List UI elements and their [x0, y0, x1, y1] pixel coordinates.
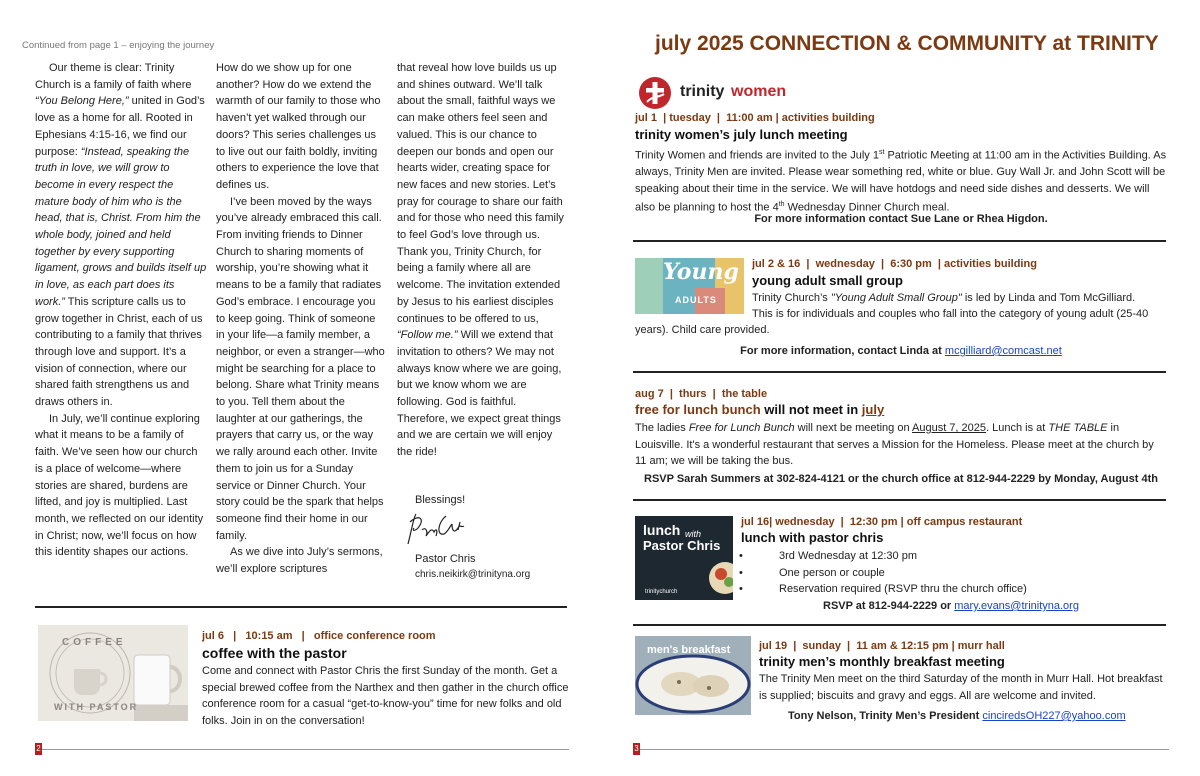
lunch-image-text: lunch [643, 522, 681, 538]
section-divider [633, 240, 1166, 242]
text-run: Patriotic Meeting at 11:00 am in the Activities Building. As always, Trinity Men are invited. Please wear something red, white or blue. Guy Wall Jr. and John Scott will be speaking about their time in the service. We will have hotdogs and need side dishes and desserts. We will also be planning to host the 4 [635, 149, 1167, 214]
col3-paragraph-2 [397, 244, 567, 461]
lunch-bunch-event-title [635, 402, 884, 419]
col1-paragraph-1 [35, 60, 207, 411]
lunch-chris-event-meta: jul 16| wednesday | 12:30 pm | off campus restaurant [741, 516, 1023, 528]
mens-breakfast-contact [788, 708, 1126, 725]
text-run: free for lunch bunch [635, 402, 761, 417]
lunch-bunch-event-meta: aug 7 | thurs | the table [635, 388, 768, 400]
text-run: Wednesday Dinner Church meal. [784, 201, 950, 214]
text-run: Thank you, Trinity Church, for being a family where all are welcome. The invitation extended by Jesus to his earliest disciples continues to be offered to us, [397, 245, 561, 325]
women-event-contact: For more information contact Sue Lane or Rhea Higdon. [754, 213, 1048, 225]
text-run: . Lunch is at [986, 422, 1049, 434]
coffee-with-pastor-image [38, 625, 188, 721]
young-adults-email-link[interactable]: mcgilliard@comcast.net [944, 345, 1062, 357]
section-divider [633, 371, 1166, 373]
text-run: united in God’s love as a home for all. Rooted in Ephesians 4:15-16, we find our purpose: [35, 95, 205, 158]
mens-breakfast-event-title: trinity men’s monthly breakfast meeting [759, 654, 1005, 669]
text-run: Our theme is clear: Trinity Church is a family of faith where [35, 62, 192, 91]
text-run: For more information, contact Linda at [740, 345, 945, 357]
superscript: st [878, 149, 885, 156]
mens-breakfast-image-text: men's breakfast [647, 644, 731, 656]
continued-note: Continued from page 1 – enjoying the journey [22, 40, 215, 51]
col2-paragraph-2: I’ve been moved by the ways you’ve already embraced this call. From inviting friends to Dinner Church to sharing moments of worship, you’re showing what it means to be a family that radiates God’s embrace. I encourage you to keep going. Think of someone in your life—a family member, a neighbor, or even a stranger—who might be searching for a place to belong. Share what Trinity means to you. Tell them about the laughter at our gatherings, the prayers that carry us, or the way we rally around each other. Invite them to join us for a Sunday service or Dinner Church. Your story could be the spark that helps someone find their home in our family. [216, 195, 385, 542]
lunch-chris-rsvp [823, 598, 1079, 615]
page-number-left: 2 [36, 744, 41, 753]
women-event-meta: jul 1 | tuesday | 11:00 am | activities building [635, 112, 875, 124]
mens-breakfast-email-link[interactable]: cinciredsOH227@yahoo.com [982, 710, 1126, 722]
young-adults-image-text: Young [663, 259, 739, 285]
text-run: RSVP at 812-944-2229 or [823, 600, 955, 612]
article-column-1 [35, 60, 207, 561]
lunch-chris-email-link[interactable]: mary.evans@trinityna.org [954, 600, 1079, 612]
young-adults-event-line-2: This is for individuals and couples who fall into the category of young adult (25-40 [752, 308, 1149, 320]
young-adults-event-line-3: years). Child care provided. [635, 324, 770, 336]
section-divider [633, 499, 1166, 501]
text-run: will not meet in [760, 402, 862, 417]
text-run: The ladies [635, 422, 689, 434]
young-adults-contact [635, 343, 1167, 360]
list-item: • One person or couple [737, 565, 1167, 582]
lunch-image-logo: trinitychurch [645, 589, 678, 595]
young-adults-image-subtext: ADULTS [675, 295, 717, 305]
section-divider [633, 624, 1166, 626]
col2-paragraph-3: As we dive into July’s sermons, we’ll explore scriptures [216, 546, 383, 576]
section-divider [35, 606, 567, 608]
text-run-italic: "Young Adult Small Group" [830, 292, 962, 304]
superscript: th [778, 201, 785, 209]
text-run: is led by Linda and Tom McGilliard. [961, 292, 1136, 304]
women-event-title: trinity women’s july lunch meeting [635, 127, 848, 142]
trinity-women-logo [638, 76, 798, 110]
text-run: This scripture calls us to grow together in Christ, each of us contributing to a family that thrives through love and support. It’s a vision of connection, where our shared faith strengthens us and draws others in. [35, 295, 203, 409]
scripture-quote: “Instead, speaking the truth in love, we will grow to become in every respect the mature body of him who is the head, that is, Christ. From him the whole body, joined and held together by every supporting ligament, grows and builds itself up in love, as each part does its work.” [35, 145, 207, 308]
blessings: Blessings! [415, 494, 466, 506]
coffee-event-meta: jul 6 | 10:15 am | office conference room [202, 630, 436, 642]
lunch-bunch-event-description [635, 420, 1165, 470]
text-run-underlined: August 7, 2025 [912, 422, 987, 434]
young-adults-event-meta: jul 2 & 16 | wednesday | 6:30 pm | activities building [752, 258, 1037, 270]
coffee-image-text-top: COFFEE [62, 637, 127, 648]
logo-text-women: women [731, 83, 787, 100]
lunch-with-pastor-chris-image [635, 516, 733, 600]
coffee-event-title: coffee with the pastor [202, 645, 347, 661]
lunch-chris-details-list [737, 548, 1167, 598]
col3-paragraph-1: that reveal how love builds us up and shines outward. We’ll talk about the small, faithful ways we can make others feel seen and valued. This is our chance to deepen our bonds and open our hearts wider, creating space for new faces and new stories. Let’s pray for courage to share our faith and for those who need this family to feel God’s love through us. [397, 62, 564, 242]
women-event-description [635, 145, 1167, 216]
mens-breakfast-image [635, 636, 751, 715]
text-run-italic: THE TABLE [1048, 422, 1108, 434]
footer-line-right [633, 749, 1169, 750]
col1-paragraph-2: In July, we’ll continue exploring what it means to be a family of faith. We’ve seen how our church is a place of welcome—where stories are shared, burdens are lifted, and joy is multiplied. Last month, we reflected on our identity in Christ; now, we’ll focus on how this identity shapes our actions. [35, 412, 204, 559]
cross-flame-icon [638, 76, 672, 110]
text-run-italic: “Follow me.” [397, 329, 458, 342]
text-run: Trinity Women and friends are invited to the July 1 [635, 149, 879, 162]
text-run-underlined: july [861, 402, 885, 417]
logo-text-trinity: trinity [680, 83, 725, 100]
signature-image [402, 508, 472, 550]
pastor-email: chris.neikirk@trinityna.org [415, 569, 531, 580]
list-item: • Reservation required (RSVP thru the church office) [737, 581, 1167, 598]
footer-line-left [35, 749, 569, 750]
col2-paragraph-1: How do we show up for one another? How do we extend the warmth of our family to those who haven’t yet walked through our doors? This series challenges us to live out our faith boldly, inviting others to experience the love that defines us. [216, 62, 381, 191]
young-adults-image [635, 258, 744, 314]
text-run: in Louisville. It's a wonderful restaurant that serves a Mission for the Homeless. Please meet at the church by 11 am; we will be taking the bus. [635, 422, 1154, 467]
lunch-bunch-rsvp: RSVP Sarah Summers at 302-824-4121 or the church office at 812-944-2229 by Monday, August 4th [644, 473, 1158, 485]
text-run-italic: Free for Lunch Bunch [688, 422, 795, 434]
text-run: will next be meeting on [794, 422, 913, 434]
coffee-image-text-bottom: WITH PASTOR [54, 702, 139, 712]
young-adults-event-title: young adult small group [752, 273, 903, 288]
list-item: • 3rd Wednesday at 12:30 pm [737, 548, 1167, 565]
lunch-chris-event-title: lunch with pastor chris [741, 530, 884, 545]
text-run-italic: “You Belong Here,” [35, 95, 129, 108]
young-adults-event-line-1 [752, 290, 1135, 307]
page-title: july 2025 CONNECTION & COMMUNITY at TRINITY [655, 32, 1159, 55]
text-run: Tony Nelson, Trinity Men’s President [788, 710, 983, 722]
mens-breakfast-event-meta: jul 19 | sunday | 11 am & 12:15 pm | murr hall [759, 640, 1005, 652]
article-column-2 [216, 60, 386, 578]
page-number-right: 3 [634, 744, 639, 753]
pastor-name: Pastor Chris [415, 553, 476, 565]
mens-breakfast-event-description: The Trinity Men meet on the third Saturday of the month in Murr Hall. Hot breakfast is supplied; biscuits and gravy and eggs. All are welcome and invited. [759, 673, 1163, 702]
text-run: Trinity Church’s [752, 292, 831, 304]
lunch-image-text-with: with [685, 529, 702, 539]
article-column-3 [397, 60, 567, 461]
text-run: Will we extend that invitation to others? We may not always know where we are going, but we know whom we are following. God is faithful. Therefore, we expect great things and we are certain we will enjoy the ride! [397, 329, 562, 459]
lunch-image-text-name: Pastor Chris [643, 538, 721, 553]
coffee-event-description: Come and connect with Pastor Chris the first Sunday of the month. Get a special brewed coffee from the Narthex and then gather in the church office conference room for a casual “get-to-know-you” time for new folks and old folks. Join in on the conversation! [202, 665, 569, 727]
